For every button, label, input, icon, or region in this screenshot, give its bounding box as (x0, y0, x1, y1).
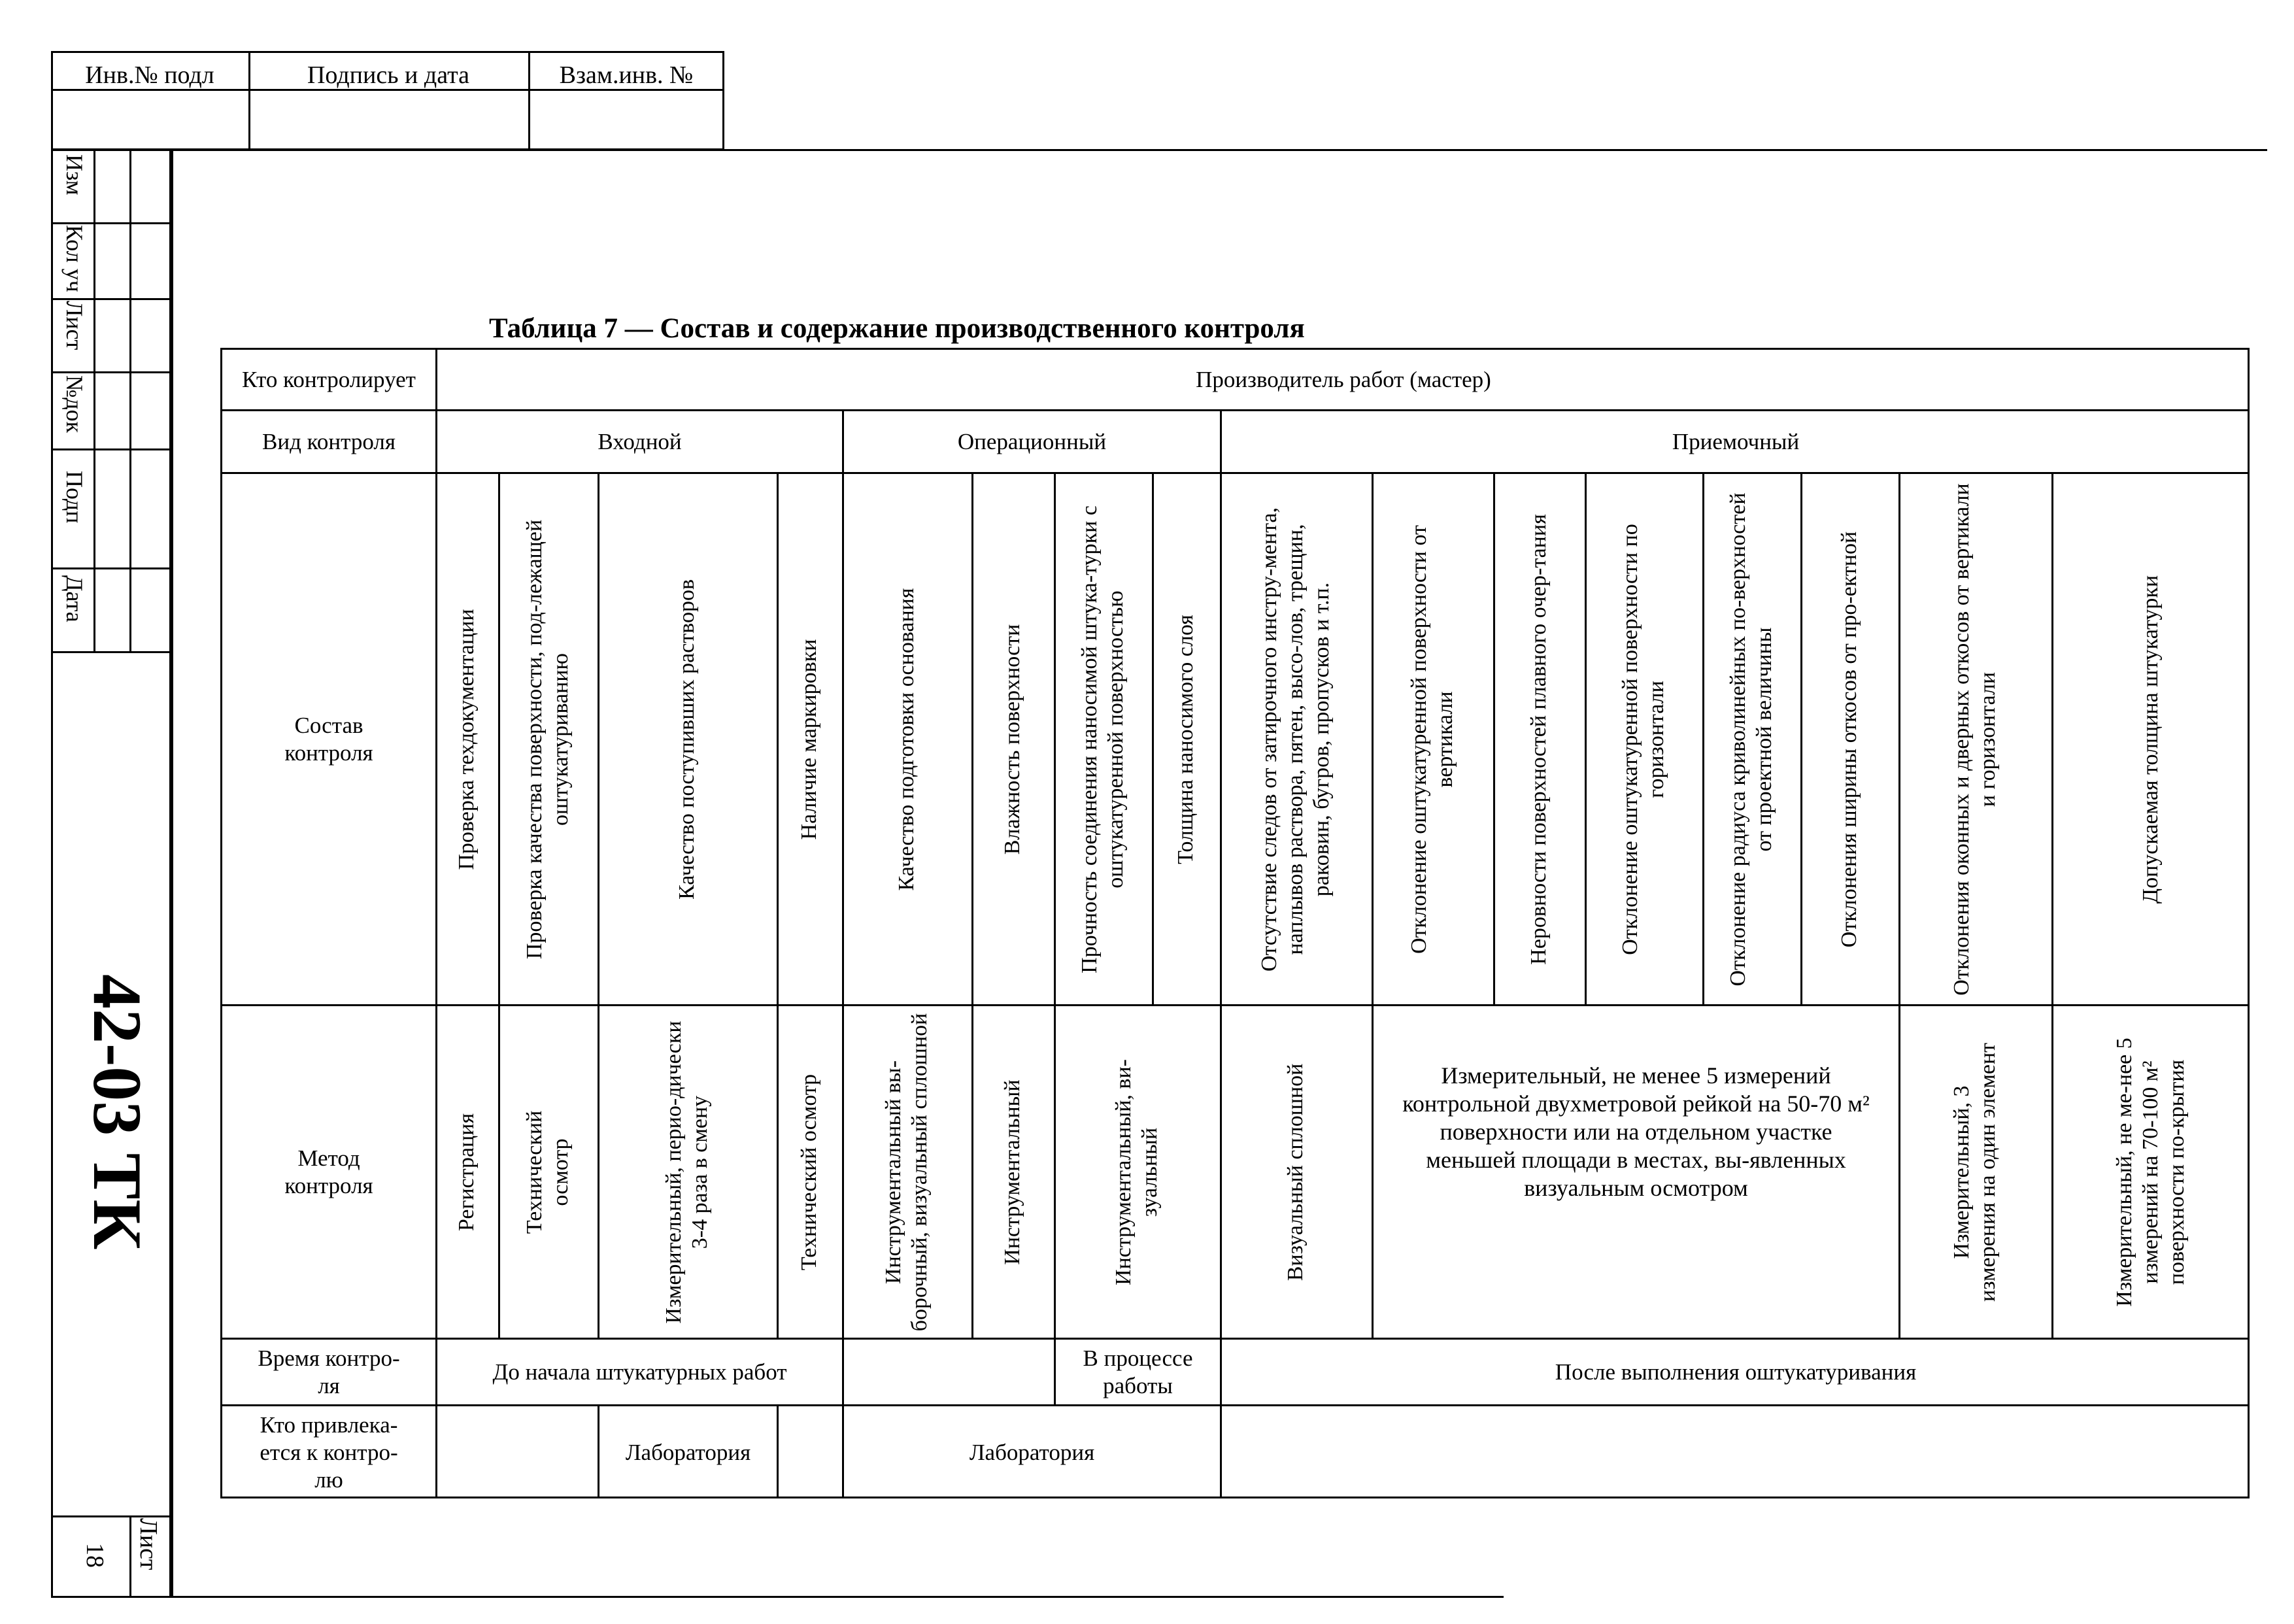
revision-divider (51, 651, 171, 653)
composition-cell: Неровности поверхностей плавного очер-тания (1526, 513, 1551, 965)
composition-cell: Качество подготовки основания (894, 588, 919, 890)
who-controls-value: Производитель работ (мастер) (1196, 366, 1491, 392)
stamp-divider (51, 89, 724, 91)
podp-label: Подп (61, 471, 88, 524)
revision-divider (129, 149, 131, 652)
involved-lab-1: Лаборатория (625, 1439, 751, 1465)
col-line (777, 1404, 779, 1498)
row-label-time: Время контро-ля (258, 1345, 400, 1398)
time-during: В процессе работы (1083, 1345, 1193, 1398)
row-label-method: Метод контроля (284, 1145, 373, 1198)
composition-cell: Толщина наносимого слоя (1173, 614, 1198, 864)
control-type-acceptance: Приемочный (1672, 428, 1800, 454)
composition-cell: Прочность соединения наносимой штука-турки с оштукатуренной поверхностью (1077, 505, 1128, 973)
time-before: До начала штукатурных работ (492, 1359, 787, 1385)
signature-date-label: Подпись и дата (307, 61, 470, 89)
method-cell: Инструментальный вы-борочный, визуальный сплошной (881, 1013, 932, 1331)
data-label: Дата (61, 575, 88, 622)
sheet-box-divider (51, 1515, 171, 1517)
revision-divider (51, 371, 171, 373)
frame-bottom-line (51, 1596, 1504, 1598)
composition-cell: Проверка техдокументации (454, 608, 479, 870)
method-cell: Измерительный, 3 измерения на один элемент (1949, 1042, 2000, 1302)
composition-cell: Отклонение оштукатуренной поверхности по горизонтали (1617, 523, 1668, 955)
table-title: Таблица 7 — Состав и содержание производственного контроля (489, 313, 1305, 344)
method-cell: Измерительный, перио-дически 3-4 раза в смену (661, 1020, 712, 1324)
involved-lab-2: Лаборатория (969, 1439, 1095, 1465)
row-label-who-controls: Кто контролирует (242, 366, 416, 392)
method-cell: Измерительный, не ме-нее 5 измерений на 70-100 м² поверхности по-крытия (2112, 1037, 2189, 1307)
sheet-label: Лист (135, 1518, 162, 1570)
composition-cell: Отклонения ширины откосов от про-ектной (1836, 531, 1861, 947)
list-label: Лист (61, 301, 88, 350)
sheet-number: 18 (81, 1543, 109, 1568)
composition-cell: Отклонение оштукатуренной поверхности от вертикали (1406, 524, 1457, 954)
method-cell: Технический осмотр (796, 1074, 821, 1270)
inv-no-podl-label: Инв.№ подл (85, 61, 214, 89)
composition-cell: Влажность поверхности (1000, 624, 1024, 854)
composition-cell: Качество поступивших растворов (674, 579, 699, 900)
row-label-control-type: Вид контроля (262, 428, 396, 454)
control-type-operational: Операционный (957, 428, 1107, 454)
composition-cell: Отклонение радиуса криволинейных по-верхностей от проектной величины (1725, 492, 1776, 986)
kol-uch-label: Кол уч (61, 225, 88, 292)
document-code: 42-03 ТК (79, 974, 156, 1250)
composition-cell: Наличие маркировки (796, 639, 821, 839)
frame-top-line (51, 149, 2267, 151)
control-type-incoming: Входной (598, 428, 682, 454)
composition-cell: Проверка качества поверхности, под-лежащей оштукатуриванию (522, 519, 573, 959)
revision-block (51, 149, 171, 1598)
revision-divider (93, 149, 95, 652)
revision-divider (51, 448, 171, 450)
method-cell: Технический осмотр (522, 1110, 573, 1234)
revision-divider (51, 298, 171, 300)
row-label-involved: Кто привлека-ется к контро-лю (260, 1412, 398, 1493)
row-line (220, 1404, 2250, 1406)
composition-cell: Допускаемая толщина штукатурки (2138, 575, 2163, 904)
method-cell: Регистрация (454, 1113, 479, 1231)
frame-left-line (171, 149, 173, 1598)
method-cell: Инструментальный (1000, 1079, 1024, 1265)
composition-cell: Отсутствие следов от затирочного инстру-мента, наплывов раствора, пятен, высо-лов, трещин, раковин, бугров, пропусков и т.п. (1257, 507, 1334, 972)
n-dok-label: №док (61, 375, 88, 433)
method-measuring-rail: Измерительный, не менее 5 измерений контрольной двухметровой рейкой на 50-70 м² поверхности или на отдельном участке меньшей площади в местах, вы-явленных визуальным осмотром (1402, 1062, 1870, 1202)
revision-divider (51, 222, 171, 224)
vzam-inv-label: Взам.инв. № (559, 61, 694, 89)
composition-cell: Отклонения оконных и дверных откосов от вертикали и горизонтали (1949, 482, 2000, 996)
row-label-composition: Состав контроля (284, 712, 373, 766)
method-cell: Инструментальный, ви-зуальный (1111, 1058, 1162, 1285)
sheet-box-divider (129, 1515, 131, 1598)
time-after: После выполнения оштукатуривания (1555, 1359, 1917, 1385)
method-cell: Визуальный сплошной (1283, 1063, 1307, 1281)
revision-divider (51, 567, 171, 569)
izm-label: Изм (61, 154, 88, 195)
